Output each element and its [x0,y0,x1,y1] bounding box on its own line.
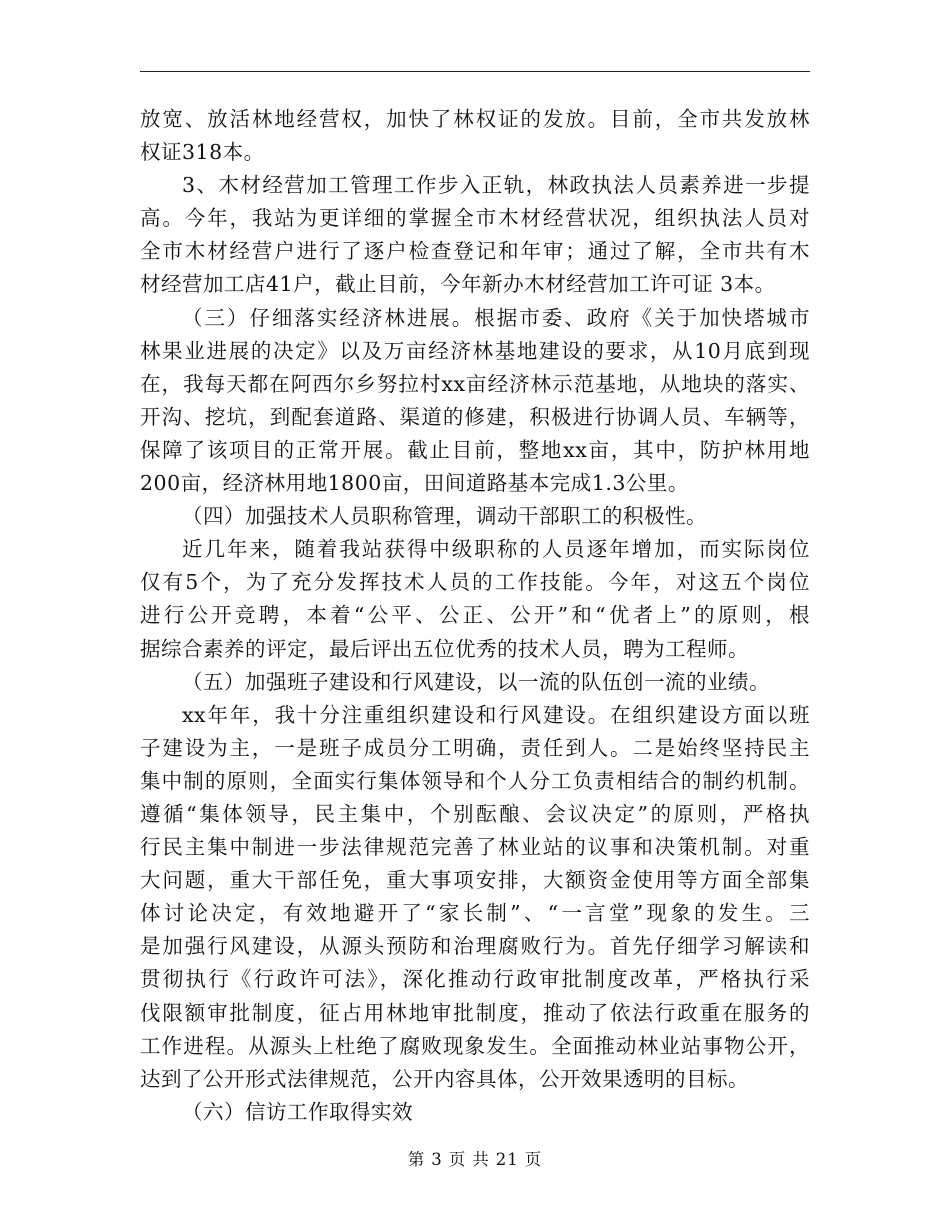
text-line: 开沟、挖坑，到配套道路、渠道的修建，积极进行协调人员、车辆等， [140,404,810,429]
text-line: 保障了该项目的正常开展。截止目前，整地xx亩，其中，防护林用地 [140,437,810,462]
text-line: （三）仔细落实经济林进展。根据市委、政府《关于加快塔城市 [182,305,810,330]
text-line: 3、木材经营加工管理工作步入正轨，林政执法人员素养进一步提 [182,173,810,198]
text-line: 遵循“集体领导，民主集中，个别酝酿、会议决定”的原则，严格执 [140,801,810,826]
page-footer [0,1146,950,1170]
current-page-number: 3 [431,1150,443,1169]
text-line: 林果业进展的决定》以及万亩经济林基地建设的要求，从10月底到现 [140,338,810,363]
text-line: （六）信访工作取得实效 [182,1099,413,1124]
footer-page-word: 页 [448,1150,467,1169]
footer-suffix: 页 [524,1150,543,1169]
text-line: 大问题，重大干部任免，重大事项安排，大额资金使用等方面全部集 [140,868,810,893]
text-line: 集中制的原则，全面实行集体领导和个人分工负责相结合的制约机制。 [140,768,810,793]
text-line: 据综合素养的评定，最后评出五位优秀的技术人员，聘为工程师。 [140,636,749,661]
text-line: 是加强行风建设，从源头预防和治理腐败行为。首先仔细学习解读和 [140,934,810,959]
text-line: 仅有5个，为了充分发挥技术人员的工作技能。今年，对这五个岗位 [140,570,810,595]
footer-prefix: 第 [407,1150,426,1169]
text-line: 行民主集中制进一步法律规范完善了林业站的议事和决策机制。对重 [140,835,810,860]
text-line: 高。今年，我站为更详细的掌握全市木材经营状况，组织执法人员对 [140,206,810,231]
text-line: （四）加强技术人员职称管理，调动干部职工的积极性。 [182,504,707,529]
text-line: 达到了公开形式法律规范，公开内容具体，公开效果透明的目标。 [140,1066,749,1091]
text-line: 全市木材经营户进行了逐户检查登记和年审；通过了解，全市共有木 [140,239,810,264]
footer-total-word: 共 [472,1150,490,1169]
text-line: 200亩，经济林用地1800亩，田间道路基本完成1.3公里。 [140,471,689,496]
text-line: 近几年来，随着我站获得中级职称的人员逐年增加，而实际岗位 [182,537,810,562]
text-line: 贯彻执行《行政许可法》，深化推动行政审批制度改革，严格执行采 [140,967,810,992]
text-line: 在，我每天都在阿西尔乡努拉村xx亩经济林示范基地，从地块的落实、 [140,371,810,396]
text-line: 子建设为主，一是班子成员分工明确，责任到人。二是始终坚持民主 [140,735,810,760]
text-line: 进行公开竞聘，本着“公平、公正、公开”和“优者上”的原则，根 [140,603,810,628]
text-line: 权证318本。 [140,140,265,165]
document-body [140,103,810,1129]
total-pages-number: 21 [495,1150,519,1169]
text-line: 体讨论决定，有效地避开了“家长制”、“一言堂”现象的发生。三 [140,901,810,926]
text-line: 材经营加工店41户，截止目前，今年新办木材经营加工许可证 3本。 [140,272,776,297]
header-rule [140,71,810,72]
text-line: 放宽、放活林地经营权，加快了林权证的发放。目前，全市共发放林 [140,107,810,131]
text-line: （五）加强班子建设和行风建设，以一流的队伍创一流的业绩。 [182,669,770,694]
text-line: xx年年，我十分注重组织建设和行风建设。在组织建设方面以班 [182,702,810,727]
text-line: 工作进程。从源头上杜绝了腐败现象发生。全面推动林业站事物公开， [140,1033,810,1058]
text-line: 伐限额审批制度，征占用林地审批制度，推动了依法行政重在服务的 [140,1000,810,1025]
